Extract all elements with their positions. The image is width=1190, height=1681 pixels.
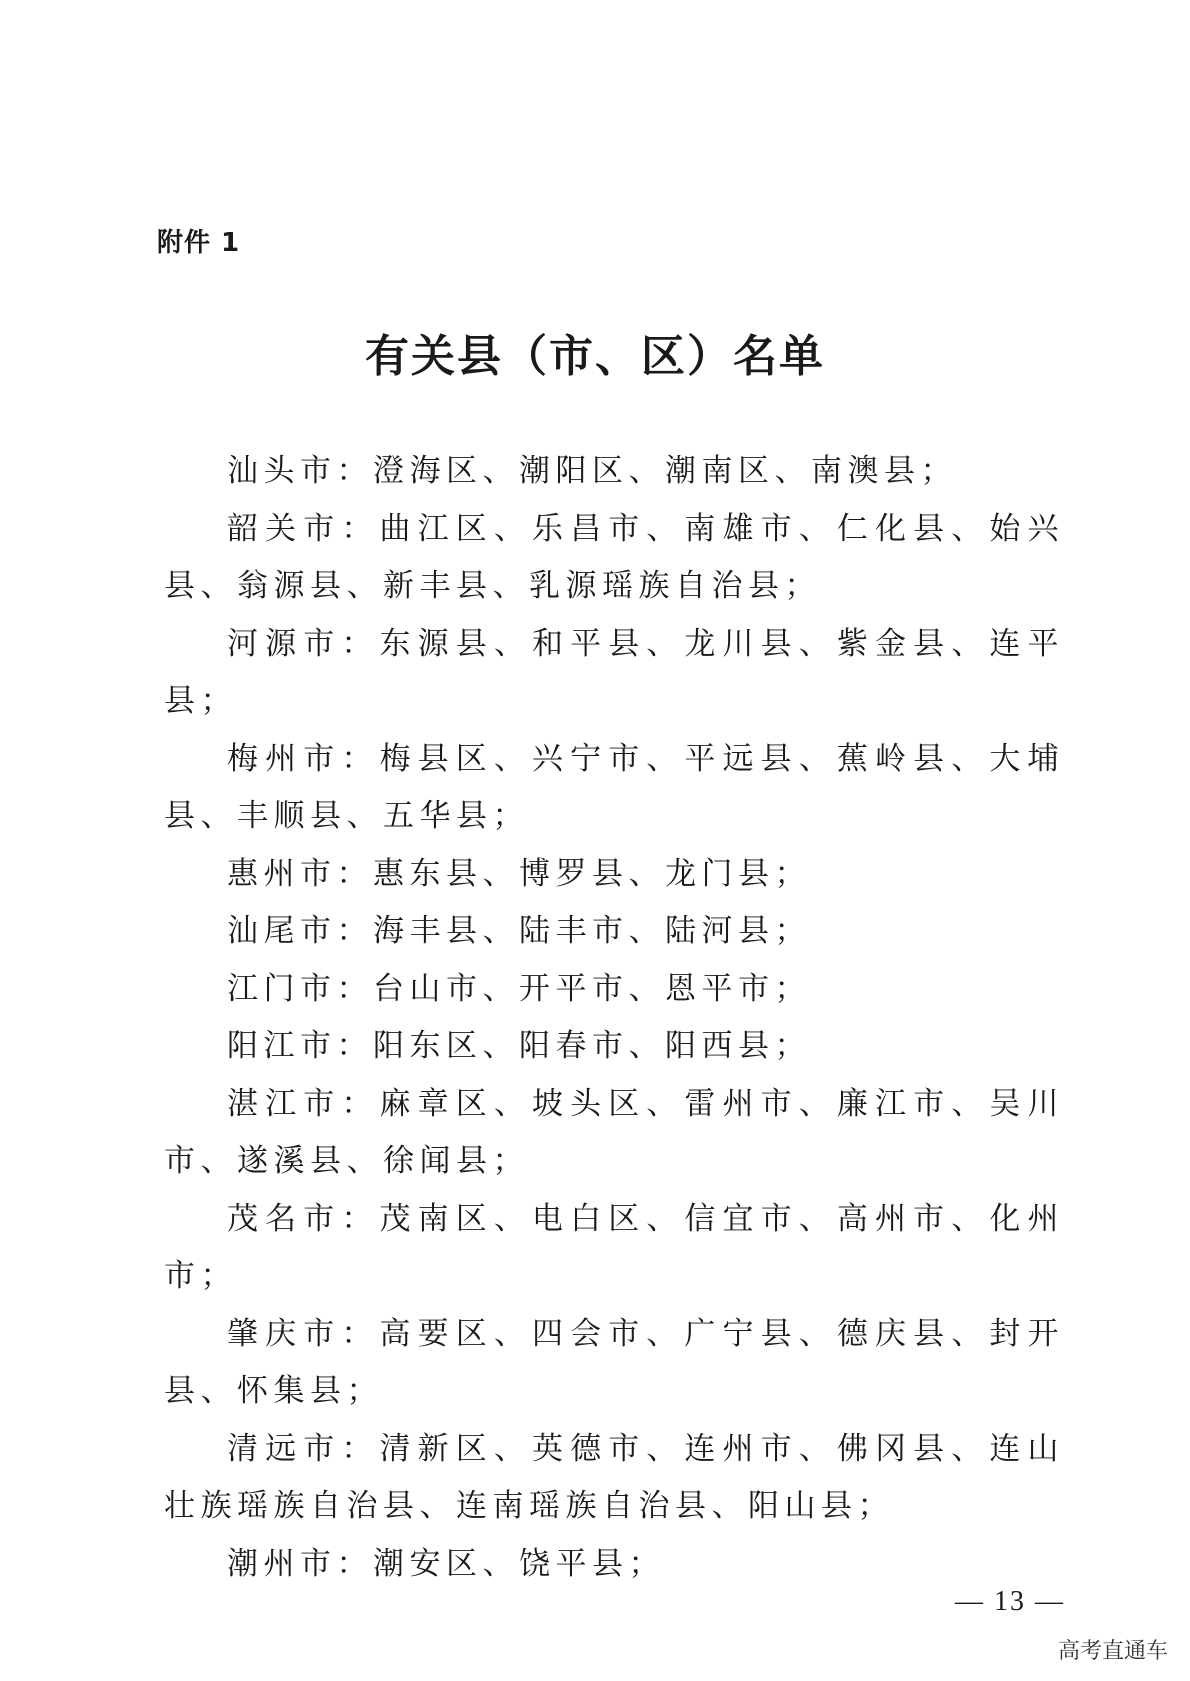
list-item: 湛江市：麻章区、坡头区、雷州市、廉江市、吴川市、遂溪县、徐闻县；: [164, 1085, 1064, 1179]
list-item: 河源市：东源县、和平县、龙川县、紫金县、连平县；: [164, 625, 1064, 719]
watermark: 高考直通车: [1057, 1639, 1168, 1664]
list-item: 惠州市：惠东县、博罗县、龙门县；: [227, 855, 811, 892]
list-item: 潮州市：潮安区、饶平县；: [227, 1545, 665, 1582]
list-item: 江门市：台山市、开平市、恩平市；: [227, 970, 811, 1007]
list-item: 清远市：清新区、英德市、连州市、佛冈县、连山壮族瑶族自治县、连南瑶族自治县、阳山县；: [164, 1430, 1064, 1524]
list-item: 梅州市：梅县区、兴宁市、平远县、蕉岭县、大埔县、丰顺县、五华县；: [164, 740, 1064, 834]
list-item: 肇庆市：高要区、四会市、广宁县、德庆县、封开县、怀集县；: [164, 1315, 1064, 1409]
list-item: 汕尾市：海丰县、陆丰市、陆河县；: [227, 913, 811, 949]
page-number: — 13 —: [955, 1586, 1065, 1617]
attachment-label: 附件 1: [157, 228, 241, 258]
list-item: 汕头市：澄海区、潮阳区、潮南区、南澳县；: [227, 453, 957, 489]
county-list: [164, 443, 1064, 1593]
list-item: 茂名市：茂南区、电白区、信宜市、高州市、化州市；: [164, 1200, 1064, 1294]
page-title: 有关县（市、区）名单: [365, 331, 825, 382]
list-item: 阳江市：阳东区、阳春市、阳西县；: [227, 1028, 811, 1064]
list-item: 韶关市：曲江区、乐昌市、南雄市、仁化县、始兴县、翁源县、新丰县、乳源瑶族自治县；: [164, 510, 1064, 604]
